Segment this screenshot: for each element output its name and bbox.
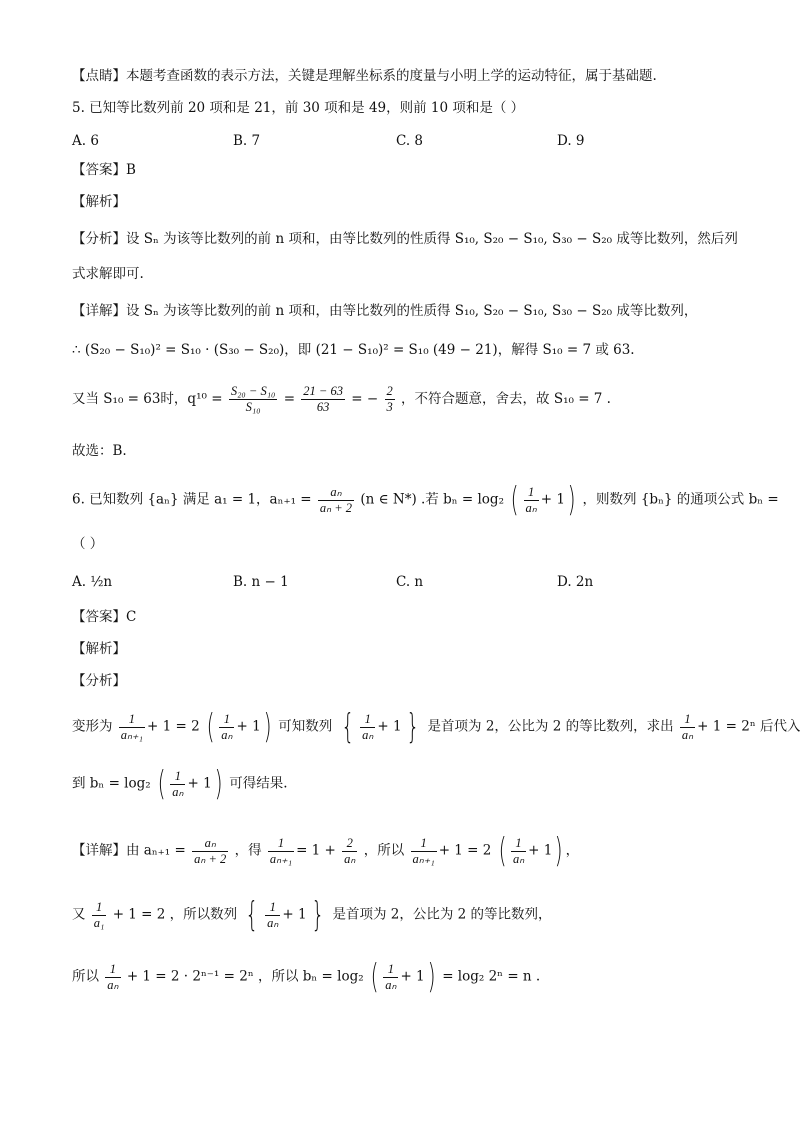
q5-jiexi-heading: 【解析】 (72, 194, 126, 210)
ratio-fraction: $\frac{\text{S₂₀ − S₁₀}}{\text{S₁₀}}$ (230, 384, 276, 414)
q5-detail-3-prefix: 又当 S₁₀ = 63时，q¹⁰ = (72, 391, 223, 407)
q5-analysis-line-1: 【分析】设 Sₙ 为该等比数列的前 n 项和，由等比数列的性质得 S₁₀, S₂₀ − S₁₀, S₃₀ − S₂₀ 成等比数列，然后列 (72, 231, 738, 247)
q6-option-c: C. n (396, 574, 424, 590)
q6-jiexi-heading: 【解析】 (72, 641, 126, 657)
q5-analysis-line-2: 式求解即可. (72, 266, 144, 282)
stem-inner-fraction: $\frac{1}{\text{aₙ}}$ (525, 484, 537, 515)
q6-stem-prefix: 6. 已知数列 {aₙ} 满足 a₁ = 1，aₙ₊₁ = (72, 491, 312, 508)
q6-stem-suffix: ，则数列 {bₙ} 的通项公式 bₙ = (582, 491, 779, 508)
q5-choose: 故选：B. (72, 443, 127, 459)
recurrence-fraction: $\frac{\text{aₙ}}{\text{aₙ + 2}}$ (319, 484, 353, 515)
q6-stem-middle: (n ∈ N*) .若 bₙ = log₂ (360, 491, 504, 508)
q6-option-d: D. 2n (557, 574, 594, 590)
q5-option-c: C. 8 (396, 133, 424, 149)
question-6-stem: 6. 已知数列 {aₙ} 满足 a₁ = 1，aₙ₊₁ = $\frac{\text{aₙ}}{\text{aₙ + 2}}$ (n ∈ N*) .若 bₙ = log₂ ( $\frac{1}{\text{aₙ}}$ + 1) ，则数列 {bₙ} 的通项公式 bₙ = (72, 480, 779, 520)
q6-analysis-heading: 【分析】 (72, 673, 126, 689)
q6-analysis-line-1: 变形为 $\frac{1}{\text{aₙ₊₁}}$ + 1 = 2 ( $\frac{1}{\text{aₙ}}$ + 1) 可知数列 { $\frac{1}{\text{aₙ}}$ + 1 } 是首项为 2，公比为 2 的等比数列，求出 $\frac{1}{\text{aₙ}}$ + 1 = 2ⁿ 后代入 (72, 707, 800, 747)
point-note: 【点睛】本题考查函数的表示方法，关键是理解坐标系的度量与小明上学的运动特征，属于基础题. (72, 68, 657, 84)
q5-detail-3-suffix: ，不符合题意，舍去，故 S₁₀ = 7 . (401, 391, 611, 407)
q6-detail-line-3: 所以 $\frac{1}{\text{aₙ}}$ + 1 = 2 · 2ⁿ⁻¹ = 2ⁿ ，所以 bₙ = log₂ ( $\frac{1}{\text{aₙ}}$ + 1) = log₂ 2ⁿ = n . (72, 957, 541, 997)
q6-option-b: B. n − 1 (233, 574, 289, 590)
q6-detail-line-2: 又 $\frac{1}{\text{a₁}}$ + 1 = 2 ，所以数列 { $\frac{1}{\text{aₙ}}$ + 1 } 是首项为 2，公比为 2 的等比数列， (72, 895, 552, 935)
q6-detail-line-1: 【详解】由 aₙ₊₁ = $\frac{\text{aₙ}}{\text{aₙ + 2}}$ ，得 $\frac{1}{\text{aₙ₊₁}}$ = 1 + $\frac{2}{\text{aₙ}}$ ，所以 $\frac{1}{\text{aₙ₊₁}}$ + 1 = 2 ( $\frac{1}{\text{aₙ}}$ + 1) ， (72, 831, 580, 871)
q5-option-b: B. 7 (233, 133, 261, 149)
q6-analysis-line-2: 到 bₙ = log₂ ( $\frac{1}{\text{aₙ}}$ + 1) 可得结果. (72, 764, 288, 804)
numeric-fraction: $\frac{21 - 63}{63}$ (303, 384, 343, 414)
q5-detail-line-1: 【详解】设 Sₙ 为该等比数列的前 n 项和，由等比数列的性质得 S₁₀, S₂₀ − S₁₀, S₃₀ − S₂₀ 成等比数列， (72, 303, 698, 319)
q5-option-a: A. 6 (72, 133, 99, 149)
q5-answer: 【答案】B (72, 162, 136, 178)
q5-option-d: D. 9 (557, 133, 585, 149)
q5-detail-line-2: ∴ (S₂₀ − S₁₀)² = S₁₀ · (S₃₀ − S₂₀)，即 (21 − S₁₀)² = S₁₀ (49 − 21)，解得 S₁₀ = 7 或 63. (72, 342, 635, 358)
question-5-stem: 5. 已知等比数列前 20 项和是 21，前 30 项和是 49，则前 10 项和是（ ） (72, 100, 525, 116)
q6-option-a: A. ½n (72, 574, 113, 590)
q6-stem-bracket: （ ） (72, 536, 104, 552)
q5-detail-line-3: 又当 S₁₀ = 63时，q¹⁰ = $\frac{\text{S₂₀ − S₁₀}}{\text{S₁₀}}$ = $\frac{21 - 63}{63}$ = − $\frac{2}{3}$ ，不符合题意，舍去，故 S₁₀ = 7 . (72, 384, 611, 414)
result-fraction: $\frac{2}{3}$ (386, 384, 393, 414)
q6-answer: 【答案】C (72, 609, 137, 625)
